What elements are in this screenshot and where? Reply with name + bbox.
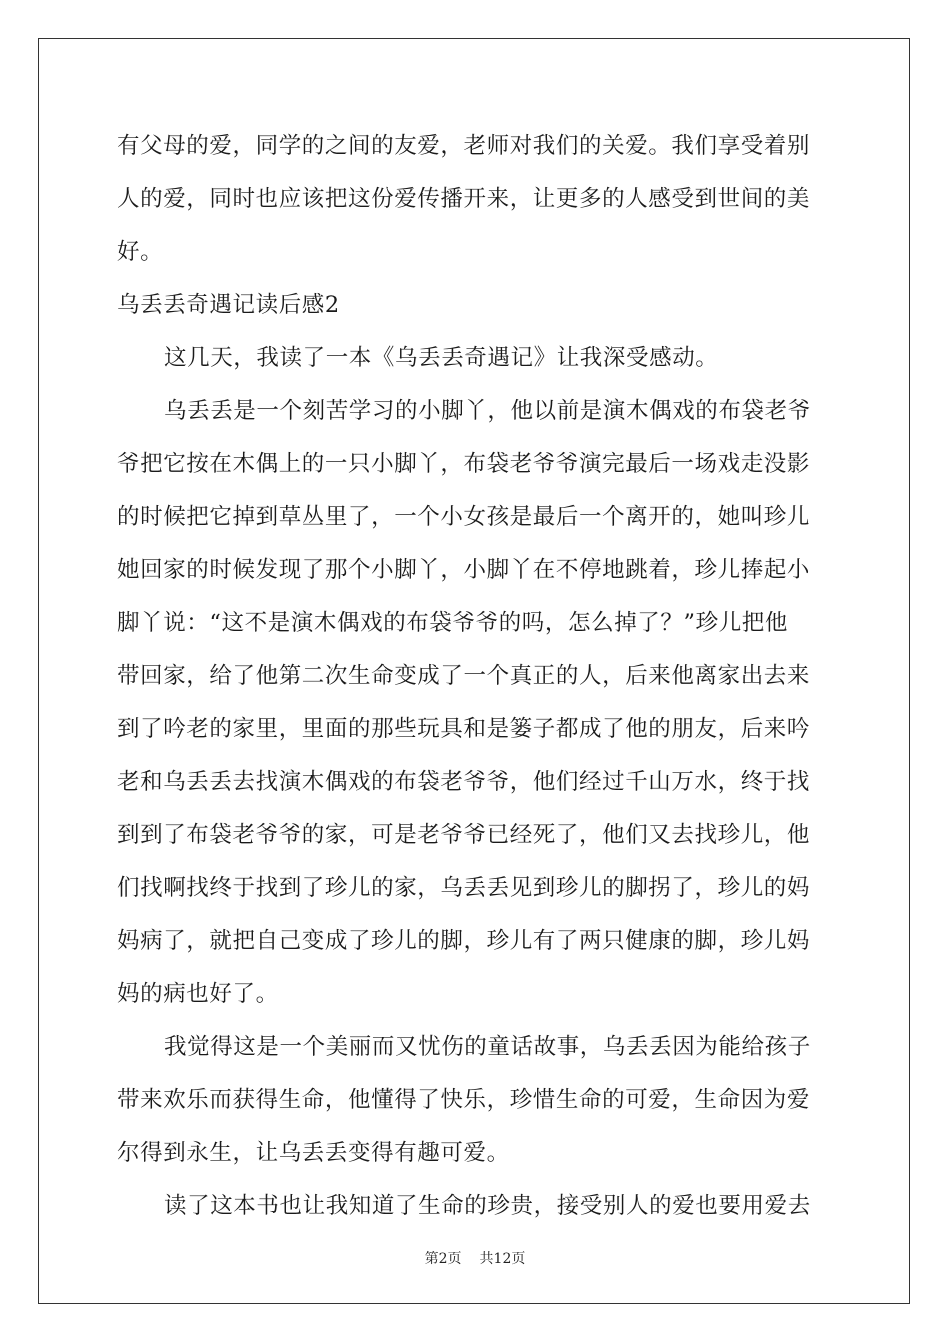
text-line: 我觉得这是一个美丽而又忧伤的童话故事，乌丢丢因为能给孩子	[164, 1034, 811, 1060]
text-line: 有父母的爱，同学的之间的友爱，老师对我们的关爱。我们享受着别	[117, 133, 811, 159]
text-line: 乌丢丢是一个刻苦学习的小脚丫，他以前是演木偶戏的布袋老爷	[164, 398, 811, 424]
text-line: 到了吟老的家里，里面的那些玩具和是篓子都成了他的朋友，后来吟	[117, 716, 811, 742]
text-line: 带回家，给了他第二次生命变成了一个真正的人，后来他离家出去来	[117, 663, 811, 689]
text-line: 爷把它按在木偶上的一只小脚丫，布袋老爷爷演完最后一场戏走没影	[117, 451, 811, 477]
text-line: 这几天，我读了一本《乌丢丢奇遇记》让我深受感动。	[164, 345, 719, 371]
text-line: 人的爱，同时也应该把这份爱传播开来，让更多的人感受到世间的美	[117, 186, 811, 212]
page-number: 第2页	[424, 1251, 462, 1267]
text-line: 她回家的时候发现了那个小脚丫，小脚丫在不停地跳着，珍儿捧起小	[117, 557, 811, 583]
text-line: 好。	[117, 239, 164, 265]
text-line: 到到了布袋老爷爷的家，可是老爷爷已经死了，他们又去找珍儿，他	[117, 822, 811, 848]
text-line: 脚丫说：“这不是演木偶戏的布袋爷爷的吗，怎么掉了？”珍儿把他	[117, 610, 789, 636]
text-line: 的时候把它掉到草丛里了，一个小女孩是最后一个离开的，她叫珍儿	[117, 504, 811, 530]
document-body	[117, 120, 833, 1233]
text-line: 尔得到永生，让乌丢丢变得有趣可爱。	[117, 1140, 510, 1166]
text-line: 们找啊找终于找到了珍儿的家，乌丢丢见到珍儿的脚拐了，珍儿的妈	[117, 875, 811, 901]
text-line: 带来欢乐而获得生命，他懂得了快乐，珍惜生命的可爱，生命因为爱	[117, 1087, 811, 1113]
text-line: 读了这本书也让我知道了生命的珍贵，接受别人的爱也要用爱去	[164, 1193, 811, 1219]
text-line: 妈的病也好了。	[117, 981, 279, 1007]
text-line: 妈病了，就把自己变成了珍儿的脚，珍儿有了两只健康的脚，珍儿妈	[117, 928, 811, 954]
section-heading: 乌丢丢奇遇记读后感2	[117, 292, 340, 318]
page-total: 共12页	[479, 1251, 526, 1267]
page-footer	[0, 1248, 950, 1268]
text-line: 老和乌丢丢去找演木偶戏的布袋老爷爷，他们经过千山万水，终于找	[117, 769, 811, 795]
